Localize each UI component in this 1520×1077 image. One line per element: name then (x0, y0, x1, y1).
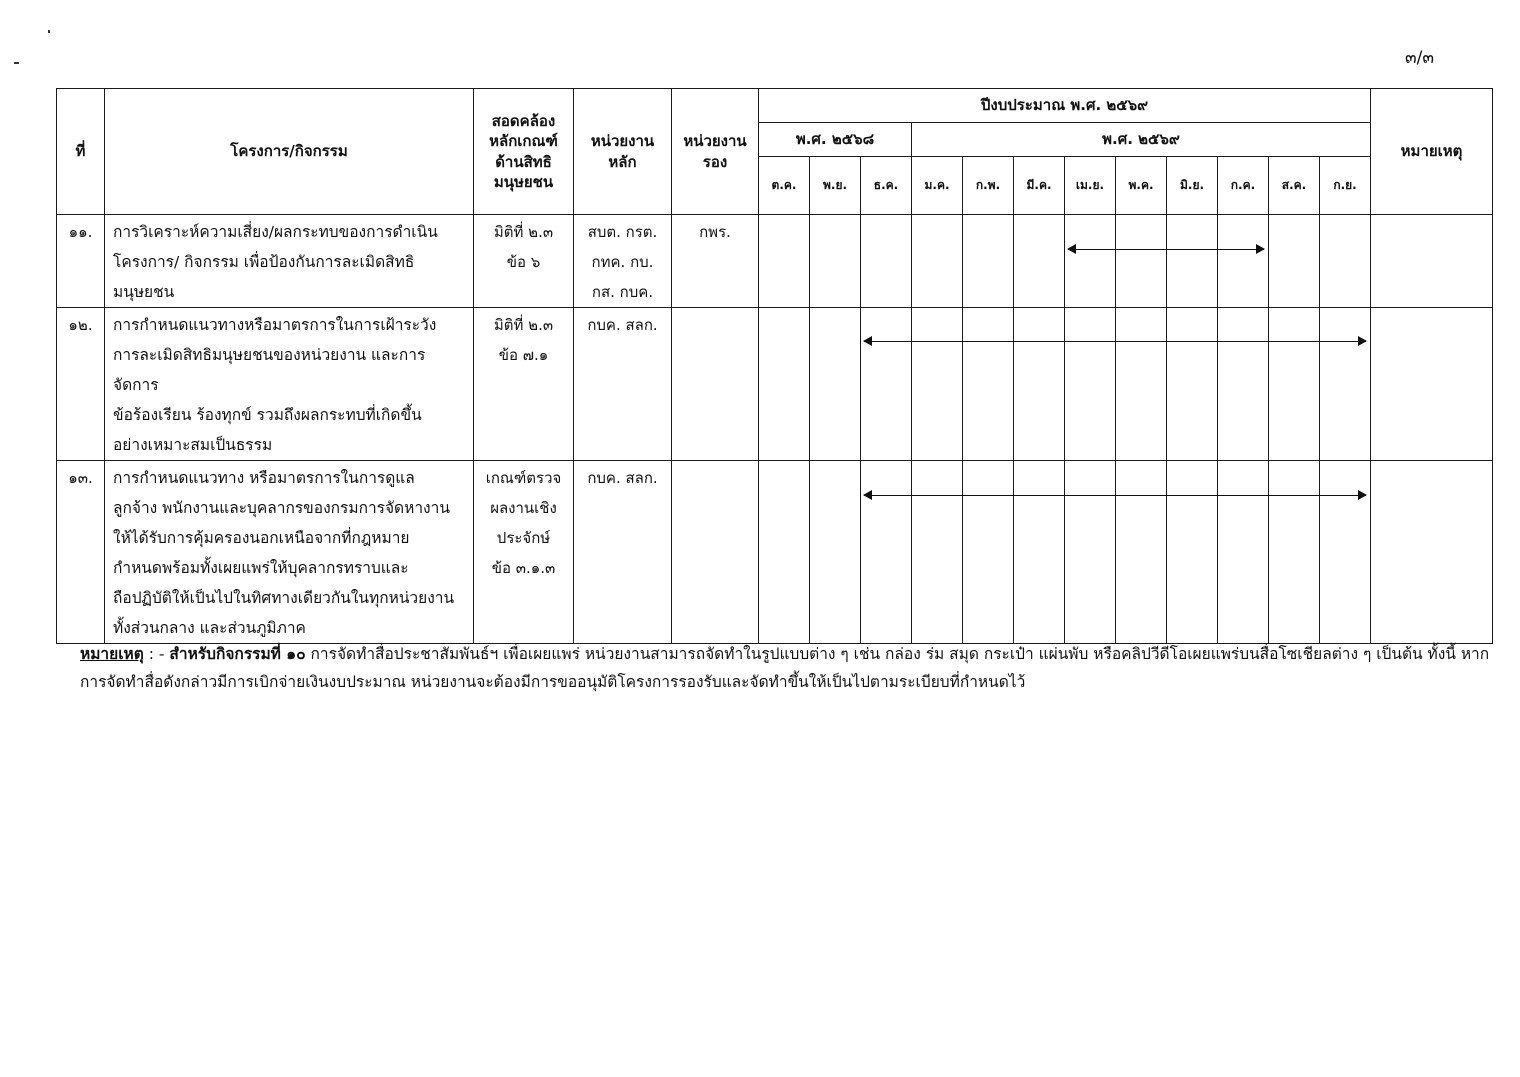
header-main-unit (574, 89, 672, 215)
month-cell (1167, 461, 1218, 644)
header-support-unit (672, 89, 759, 215)
header-month: ส.ค. (1269, 157, 1320, 215)
main-unit-cell (574, 461, 672, 644)
month-cell (1065, 308, 1116, 461)
remarks-cell (1371, 308, 1493, 461)
header-month: ก.พ. (963, 157, 1014, 215)
support-unit-line: กพร. (699, 223, 731, 241)
criteria-line: มิติที่ ๒.๓ (493, 223, 554, 241)
month-cell (1218, 308, 1269, 461)
month-cell (1320, 308, 1371, 461)
month-cell (810, 308, 861, 461)
month-cell (1269, 215, 1320, 308)
header-month: ม.ค. (912, 157, 963, 215)
criteria-line: ประจักษ์ (496, 529, 551, 547)
month-cell (1014, 461, 1065, 644)
month-cell (1014, 308, 1065, 461)
month-cell (1320, 215, 1371, 308)
header-month: ก.ย. (1320, 157, 1371, 215)
header-criteria-line: ด้านสิทธิ (495, 152, 552, 171)
header-month: มิ.ย. (1167, 157, 1218, 215)
activity-line: การละเมิดสิทธิมนุษยชนของหน่วยงาน และการจัดการ (113, 346, 426, 394)
activity-line: มนุษยชน (113, 283, 175, 301)
header-main-unit-line: หน่วยงาน (590, 132, 655, 151)
activity-line: ลูกจ้าง พนักงานและบุคลากรของกรมการจัดหางาน (113, 499, 450, 517)
activity-cell (105, 308, 474, 461)
header-no: ที่ (57, 89, 105, 215)
table-row (57, 215, 1493, 308)
activity-line: อย่างเหมาะสมเป็นธรรม (113, 436, 273, 454)
month-cell (810, 461, 861, 644)
criteria-line: ข้อ ๖ (506, 253, 541, 271)
criteria-line: เกณฑ์ตรวจ (485, 469, 562, 487)
month-cell (861, 461, 912, 644)
month-cell (963, 308, 1014, 461)
row-number: ๑๒. (57, 308, 105, 461)
criteria-line: มิติที่ ๒.๓ (493, 316, 554, 334)
activity-line: กำหนดพร้อมทั้งเผยแพร่ให้บุคลากรทราบและ (113, 559, 409, 577)
remark-bold-prefix: สำหรับกิจกรรมที่ ๑๐ (169, 645, 306, 663)
header-month: ธ.ค. (861, 157, 912, 215)
criteria-line: ข้อ ๓.๑.๓ (491, 559, 556, 577)
header-criteria-line: สอดคล้อง (491, 112, 556, 130)
scan-mark (48, 30, 50, 33)
row-number: ๑๑. (57, 215, 105, 308)
month-cell (861, 308, 912, 461)
criteria-cell (474, 461, 574, 644)
header-criteria (474, 89, 574, 215)
remark-note (80, 640, 1490, 696)
month-cell (1167, 308, 1218, 461)
header-criteria-line: หลักเกณฑ์ (489, 132, 558, 151)
activity-cell (105, 461, 474, 644)
month-cell (759, 215, 810, 308)
activity-cell (105, 215, 474, 308)
month-cell (861, 215, 912, 308)
remarks-cell (1371, 215, 1493, 308)
main-unit-line: สบต. กรต. (587, 223, 658, 241)
header-criteria-line: มนุษยชน (493, 172, 554, 191)
month-cell (912, 308, 963, 461)
main-unit-cell (574, 308, 672, 461)
activity-line: การวิเคราะห์ความเสี่ยง/ผลกระทบของการดำเนิน (113, 223, 438, 241)
table-row (57, 461, 1493, 644)
month-cell (1116, 461, 1167, 644)
activity-line: ถือปฏิบัติให้เป็นไปในทิศทางเดียวกันในทุกหน่วยงาน (113, 589, 455, 607)
header-fiscal-year: ปีงบประมาณ พ.ศ. ๒๕๖๙ (759, 89, 1371, 123)
main-unit-line: กทค. กบ. (591, 253, 654, 271)
header-year-2568: พ.ศ. ๒๕๖๘ (759, 123, 912, 157)
remark-label: หมายเหตุ (80, 645, 144, 663)
month-cell (1269, 308, 1320, 461)
activity-line: การกำหนดแนวทาง หรือมาตรการในการดูแล (113, 469, 415, 487)
month-cell (912, 215, 963, 308)
remarks-cell (1371, 461, 1493, 644)
criteria-cell (474, 215, 574, 308)
support-unit-cell (672, 215, 759, 308)
header-month: มี.ค. (1014, 157, 1065, 215)
month-cell (912, 461, 963, 644)
row-number: ๑๓. (57, 461, 105, 644)
main-unit-line: กบค. สลก. (587, 316, 658, 334)
month-cell (1167, 215, 1218, 308)
page-number: ๓/๓ (1405, 48, 1434, 68)
criteria-line: ผลงานเชิง (490, 499, 557, 517)
header-main-unit-line: หลัก (608, 152, 637, 171)
main-unit-cell (574, 215, 672, 308)
remark-separator: : - (143, 645, 170, 663)
criteria-cell (474, 308, 574, 461)
activity-line: ข้อร้องเรียน ร้องทุกข์ รวมถึงผลกระทบที่เกิดขึ้น (113, 406, 422, 424)
header-remarks: หมายเหตุ (1371, 89, 1493, 215)
header-support-unit-line: รอง (702, 152, 728, 171)
header-month: ต.ค. (759, 157, 810, 215)
month-cell (1014, 215, 1065, 308)
criteria-line: ข้อ ๗.๑ (498, 346, 549, 364)
activity-plan-table (56, 88, 1493, 644)
month-cell (1269, 461, 1320, 644)
activity-line: โครงการ/ กิจกรรม เพื่อป้องกันการละเมิดสิทธิ (113, 253, 415, 271)
header-month: พ.ค. (1116, 157, 1167, 215)
activity-line: ทั้งส่วนกลาง และส่วนภูมิภาค (113, 619, 306, 637)
remark-text: การจัดทำสื่อประชาสัมพันธ์ฯ เพื่อเผยแพร่ หน่วยงานสามารถจัดทำในรูปแบบต่าง ๆ เช่น กล่อง ร่ม สมุด กระเป๋า แผ่นพับ หรือคลิปวีดีโอเผยแพร่บนสื่อโซเชียลต่าง ๆ เป็นต้น ทั้งนี้ หากการจัดทำสื่อดังกล่าวมีการเบิกจ่ายเงินงบประมาณ หน่วยงานจะต้องมีการขออนุมัติโครงการรองรับและจัดทำขึ้นให้เป็นไปตามระเบียบที่กำหนดไว้ (80, 645, 1490, 691)
scan-mark (14, 62, 19, 64)
header-month: ก.ค. (1218, 157, 1269, 215)
month-cell (1218, 461, 1269, 644)
month-cell (759, 308, 810, 461)
table-row (57, 308, 1493, 461)
header-month: พ.ย. (810, 157, 861, 215)
month-cell (1218, 215, 1269, 308)
month-cell (810, 215, 861, 308)
header-year-2569: พ.ศ. ๒๕๖๙ (912, 123, 1371, 157)
header-month: เม.ย. (1065, 157, 1116, 215)
month-cell (1065, 461, 1116, 644)
month-cell (759, 461, 810, 644)
activity-line: ให้ได้รับการคุ้มครองนอกเหนือจากที่กฎหมาย (113, 529, 410, 547)
month-cell (1065, 215, 1116, 308)
header-support-unit-line: หน่วยงาน (683, 132, 747, 151)
month-cell (963, 215, 1014, 308)
month-cell (1116, 215, 1167, 308)
month-cell (963, 461, 1014, 644)
header-activity: โครงการ/กิจกรรม (105, 89, 474, 215)
month-cell (1116, 308, 1167, 461)
activity-line: การกำหนดแนวทางหรือมาตรการในการเฝ้าระวัง (113, 316, 437, 334)
support-unit-cell (672, 308, 759, 461)
month-cell (1320, 461, 1371, 644)
main-unit-line: กส. กบค. (591, 283, 654, 301)
support-unit-cell (672, 461, 759, 644)
main-unit-line: กบค. สลก. (587, 469, 658, 487)
